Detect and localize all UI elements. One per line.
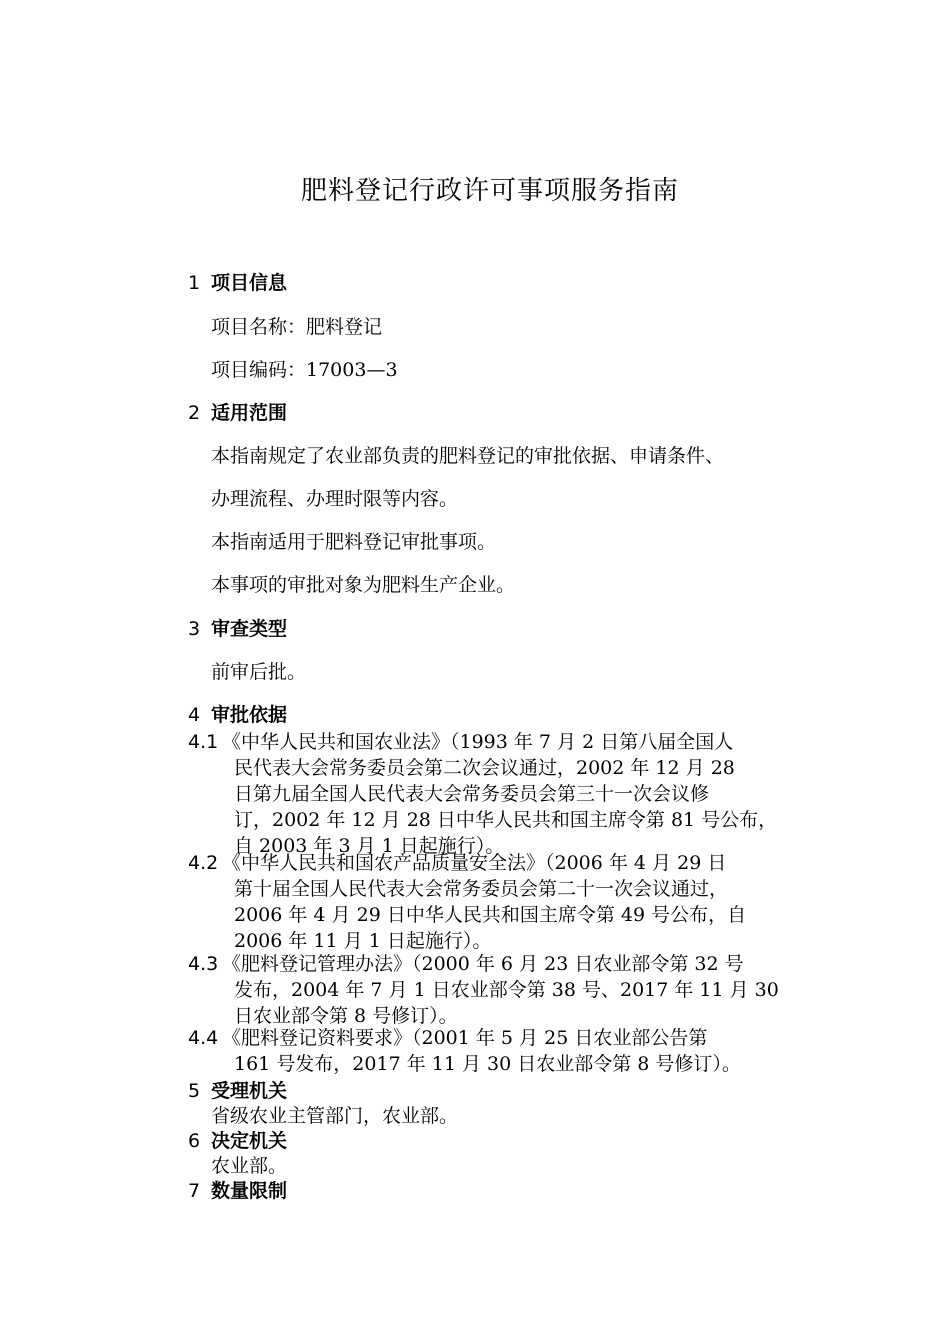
section-heading-7	[188, 1176, 287, 1203]
basis-item-4-1	[188, 729, 777, 859]
accepting-authority-text: 省级农业主管部门，农业部。	[211, 1105, 459, 1127]
section-title: 审查类型	[211, 618, 288, 640]
item-number: 4.2	[188, 852, 219, 874]
item-line: 2006 年 11 月 1 日起施行）。	[234, 930, 492, 952]
section-heading-5	[188, 1076, 287, 1103]
section-title: 项目信息	[211, 272, 288, 294]
item-line: 发布，2004 年 7 月 1 日农业部令第 38 号、2017 年 11 月 30	[234, 979, 779, 1001]
section-heading-6	[188, 1126, 287, 1153]
item-line: 日农业部令第 8 号修订）。	[234, 1005, 458, 1027]
project-code-line: 项目编码：17003—3	[211, 359, 398, 381]
scope-paragraph-line: 本指南规定了农业部负责的肥料登记的审批依据、申请条件、	[211, 445, 725, 467]
basis-item-4-2	[188, 850, 746, 954]
item-line: 民代表大会常务委员会第二次会议通过，2002 年 12 月 28	[234, 757, 735, 779]
item-line: 自 2003 年 3 月 1 日起施行）。	[234, 835, 505, 857]
item-line: 2006 年 4 月 29 日中华人民共和国主席令第 49 号公布，自	[234, 904, 747, 926]
scope-paragraph-line: 本指南适用于肥料登记审批事项。	[211, 531, 497, 553]
item-line: 《肥料登记资料要求》（2001 年 5 月 25 日农业部公告第	[222, 1027, 708, 1049]
section-title: 决定机关	[211, 1130, 288, 1152]
section-number: 1	[188, 272, 201, 294]
basis-item-4-4	[188, 1025, 741, 1077]
section-number: 2	[188, 402, 201, 424]
project-name-line: 项目名称：肥料登记	[211, 316, 383, 338]
section-number: 4	[188, 704, 201, 726]
section-number: 5	[188, 1080, 201, 1102]
section-title: 受理机关	[211, 1080, 288, 1102]
section-title: 审批依据	[211, 704, 288, 726]
item-line: 《中华人民共和国农业法》（1993 年 7 月 2 日第八届全国人	[222, 731, 734, 753]
item-line: 第十届全国人民代表大会常务委员会第二十一次会议通过，	[234, 878, 729, 900]
section-title: 数量限制	[211, 1180, 288, 1202]
section-heading-1	[188, 268, 287, 295]
section-title: 适用范围	[211, 402, 288, 424]
item-number: 4.4	[188, 1027, 219, 1049]
section-number: 6	[188, 1130, 201, 1152]
item-line: 日第九届全国人民代表大会常务委员会第三十一次会议修	[234, 783, 710, 805]
basis-item-4-3	[188, 951, 779, 1029]
section-number: 3	[188, 618, 201, 640]
document-title: 肥料登记行政许可事项服务指南	[300, 176, 679, 206]
section-heading-2	[188, 398, 287, 425]
section-heading-4	[188, 700, 287, 727]
scope-paragraph-line: 办理流程、办理时限等内容。	[211, 488, 459, 510]
review-type-text: 前审后批。	[211, 661, 307, 683]
item-number: 4.3	[188, 953, 219, 975]
item-line: 《肥料登记管理办法》（2000 年 6 月 23 日农业部令第 32 号	[222, 953, 744, 975]
deciding-authority-text: 农业部。	[211, 1155, 288, 1177]
section-heading-3	[188, 614, 287, 641]
item-number: 4.1	[188, 731, 219, 753]
item-line: 《中华人民共和国农产品质量安全法》（2006 年 4 月 29 日	[222, 852, 727, 874]
scope-paragraph-line: 本事项的审批对象为肥料生产企业。	[211, 574, 516, 596]
item-line: 161 号发布，2017 年 11 月 30 日农业部令第 8 号修订）。	[234, 1053, 741, 1075]
section-number: 7	[188, 1180, 201, 1202]
item-line: 订，2002 年 12 月 28 日中华人民共和国主席令第 81 号公布，	[234, 809, 778, 831]
